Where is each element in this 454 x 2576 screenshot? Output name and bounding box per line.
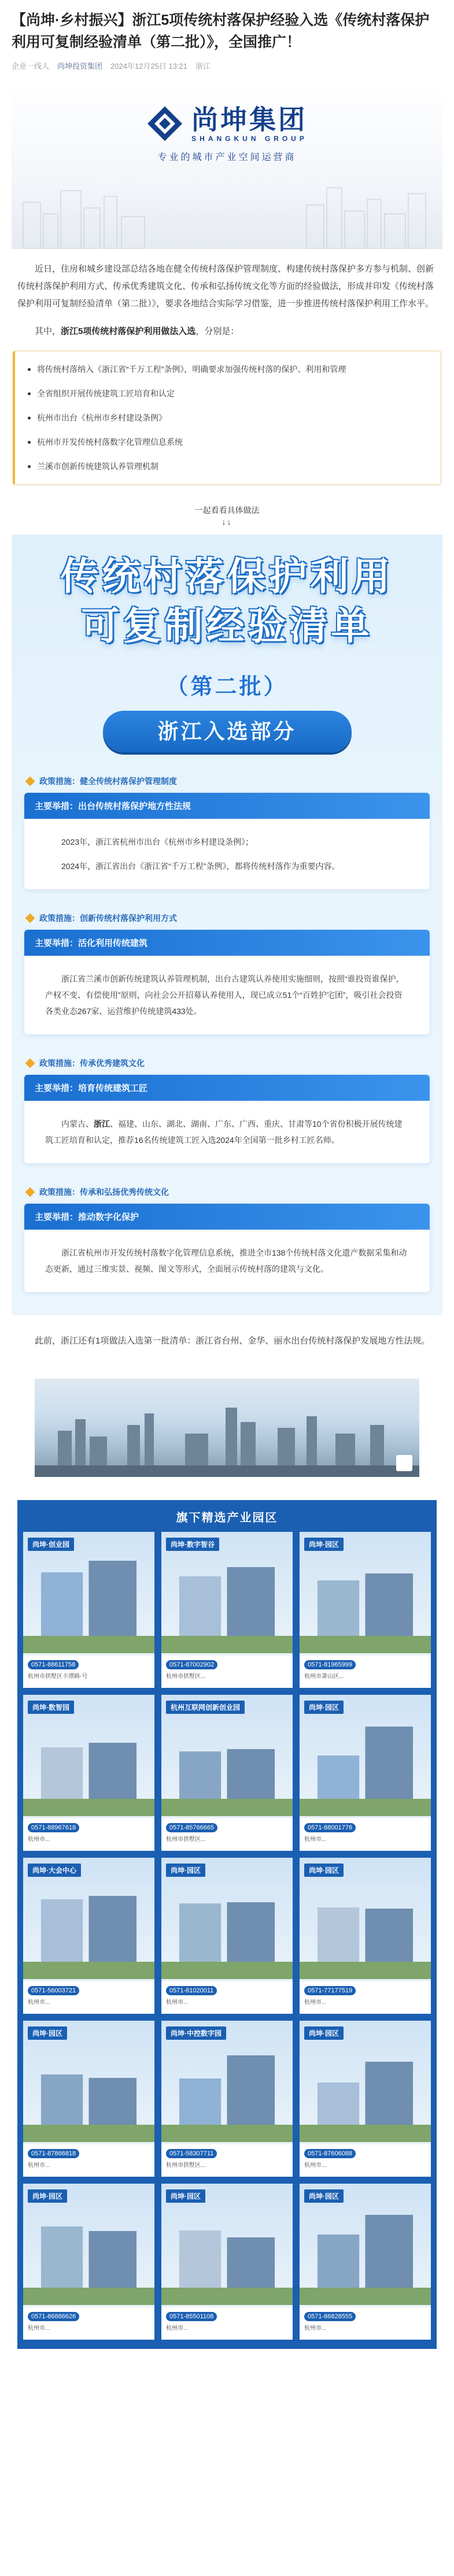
- brand-block: [12, 105, 442, 163]
- park-name: 尚坤·园区: [28, 2026, 67, 2040]
- park-info: [161, 1656, 293, 1688]
- park-card[interactable]: [161, 1532, 293, 1688]
- park-building-illustration: [23, 2044, 154, 2142]
- park-address: 杭州市...: [28, 2162, 50, 2169]
- card-paragraph: 浙江省杭州市开发传统村落数字化管理信息系统，推进全市138个传统村落文化遗产数据采集和动态更新，通过三维实景、视频、图文等形式，全面展示传统村落的建筑与文化。: [45, 1248, 407, 1274]
- brand-name-cn: 尚坤集团: [191, 104, 308, 135]
- park-building-illustration: [23, 1718, 154, 1816]
- park-address: 杭州市...: [304, 2162, 327, 2169]
- park-phone[interactable]: 0571-86828555: [304, 2312, 356, 2321]
- park-card[interactable]: [161, 1695, 293, 1851]
- park-card[interactable]: [300, 2021, 431, 2177]
- park-phone[interactable]: 0571-88611758: [28, 1660, 79, 1669]
- park-name: 尚坤·园区: [304, 2026, 344, 2040]
- measure-card-title: 主要举措：出台传统村落保护地方性法规: [24, 793, 430, 819]
- park-address: 杭州市拱墅区...: [166, 2162, 206, 2169]
- publish-date: 2024年12月25日 13:21: [110, 62, 188, 70]
- watermark-logo-icon: [396, 1455, 412, 1471]
- brand-slogan: 专业的城市产业空间运营商: [157, 151, 297, 162]
- park-name: 尚坤·园区: [304, 1864, 344, 1877]
- diamond-bullet-icon: [25, 1187, 35, 1197]
- park-address: 杭州市拱墅区...: [166, 1673, 206, 1680]
- measure-card-title: 主要举措：活化利用传统建筑: [24, 930, 430, 956]
- region-pill: 浙江入选部分: [103, 711, 352, 752]
- park-building-illustration: [23, 1881, 154, 1979]
- park-building-illustration: [300, 1881, 431, 1979]
- measure-card: [24, 930, 430, 1034]
- park-address: 杭州市拱墅区丰潭路-号: [28, 1673, 88, 1680]
- park-name: 尚坤·数字智谷: [166, 1538, 219, 1551]
- park-card[interactable]: [161, 2021, 293, 2177]
- brand-logo-row: [146, 105, 308, 143]
- policy-text: 政策措施：创新传统村落保护利用方式: [39, 914, 177, 923]
- park-card[interactable]: [23, 1695, 154, 1851]
- park-building-illustration: [161, 1881, 293, 1979]
- rich-bold: 浙江: [94, 1119, 110, 1129]
- measure-item: 将传统村落纳入《浙江省“千万工程”条例》，明确要求加强传统村落的保护、利用和管理: [28, 362, 428, 377]
- park-card[interactable]: [23, 1858, 154, 2014]
- poster-batch: [24, 669, 430, 700]
- policy-heading: [24, 1057, 430, 1069]
- park-card[interactable]: [300, 1695, 431, 1851]
- park-info: [161, 1818, 293, 1851]
- intro-p2-prefix: 其中，: [35, 326, 61, 336]
- measure-card: [24, 1075, 430, 1163]
- park-name: 尚坤·园区: [166, 1864, 205, 1877]
- park-card[interactable]: [161, 2184, 293, 2340]
- measure-card-body: [24, 1101, 430, 1163]
- parks-grid: [23, 1532, 431, 2340]
- park-phone[interactable]: 0571-87866818: [28, 2149, 79, 2158]
- park-name: 尚坤·数智园: [28, 1701, 74, 1714]
- park-name: 尚坤·园区: [28, 2189, 67, 2203]
- park-info: [300, 1818, 431, 1851]
- policy-heading: [24, 775, 430, 787]
- park-name: 尚坤·园区: [304, 1701, 344, 1714]
- rich-suffix: 、福建、山东、湖北、湖南、广东、广西、重庆、甘肃等10个省份积极开展传统建筑工匠培育和认定，推荐16名传统建筑工匠入选2024年全国第一批乡村工匠名师。: [45, 1119, 403, 1145]
- park-phone[interactable]: 0571-85766665: [166, 1823, 217, 1832]
- park-card[interactable]: [23, 1532, 154, 1688]
- intro-paragraph-2: [0, 323, 454, 340]
- intro-p2-bold: 浙江5项传统村落保护利用做法入选: [61, 326, 196, 336]
- park-info: [300, 2144, 431, 2177]
- measure-item: 杭州市出台《杭州市乡村建设条例》: [28, 410, 428, 425]
- card-paragraph: [45, 1116, 409, 1148]
- park-building-illustration: [161, 1718, 293, 1816]
- measure-card-body: [24, 1230, 430, 1292]
- policy-text: 政策措施：传承和弘扬优秀传统文化: [39, 1187, 169, 1197]
- park-phone[interactable]: 0571-86886626: [28, 2312, 79, 2321]
- publish-location: 浙江: [195, 62, 211, 70]
- down-arrows-icon: ↓↓: [222, 517, 232, 526]
- park-name: 尚坤·园区: [166, 2189, 205, 2203]
- measure-card-title: 主要举措：培育传统建筑工匠: [24, 1075, 430, 1101]
- park-info: [161, 2307, 293, 2340]
- park-info: [300, 2307, 431, 2340]
- park-address: 杭州市...: [166, 2325, 189, 2332]
- park-info: [161, 2144, 293, 2177]
- policy-heading: [24, 1186, 430, 1198]
- park-address: 杭州市...: [28, 2325, 50, 2332]
- park-info: [23, 1656, 154, 1688]
- park-card[interactable]: [300, 2184, 431, 2340]
- park-name: 尚坤·园区: [304, 1538, 344, 1551]
- park-card[interactable]: [300, 1858, 431, 2014]
- park-address: 杭州市...: [304, 1836, 327, 1843]
- policy-heading: [24, 912, 430, 924]
- park-address: 杭州市萧山区...: [304, 1673, 344, 1680]
- park-card[interactable]: [161, 1858, 293, 2014]
- park-phone[interactable]: 0571-88967618: [28, 1823, 79, 1832]
- policy-section-3: [24, 1057, 430, 1163]
- park-building-illustration: [161, 2207, 293, 2305]
- diamond-bullet-icon: [25, 914, 35, 923]
- article-title: 【尚坤·乡村振兴】浙江5项传统村落保护经验入选《传统村落保护利用可复制经验清单（第二批）》，全国推广！: [12, 12, 430, 50]
- park-info: [300, 1656, 431, 1688]
- account-name-link[interactable]: 尚坤投资集团: [57, 62, 103, 70]
- park-phone[interactable]: 0571-81965999: [304, 1660, 356, 1669]
- batch-label: （第二批）: [166, 675, 288, 699]
- park-building-illustration: [161, 1555, 293, 1653]
- measure-item: 全省组织开展传统建筑工匠培育和认定: [28, 386, 428, 401]
- measures-list: [13, 351, 441, 485]
- measure-item: 杭州市开发传统村落数字化管理信息系统: [28, 435, 428, 450]
- park-card[interactable]: [300, 1532, 431, 1688]
- banner-section: [0, 77, 454, 261]
- poster-title-line-2: 可复制经验清单: [81, 604, 373, 648]
- park-name: 杭州互联网创新创业园: [166, 1701, 245, 1714]
- park-building-illustration: [23, 2207, 154, 2305]
- park-info: [300, 1981, 431, 2014]
- experience-poster: [12, 534, 442, 1315]
- diamond-bullet-icon: [25, 777, 35, 786]
- closing-paragraph: 此前，浙江还有1项做法入选第一批清单：浙江省台州、金华、丽水出台传统村落保护发展地方性法规。: [35, 1336, 430, 1346]
- park-address: 杭州市...: [304, 2325, 327, 2332]
- park-building-illustration: [300, 1555, 431, 1653]
- intro-paragraph-1: 近日，住房和城乡建设部总结各地在健全传统村落保护管理制度、构建传统村落保护多方参与机制、创新传统村落保护利用方式、传承优秀建筑文化、传承和弘扬传统文化等方面的经验做法，形成并印发《传统村落保护利用可复制经验清单（第二批）》，要求各地结合实际学习借鉴，进一步推进传统村落保护利用工作水平。: [17, 264, 434, 309]
- park-building-illustration: [23, 1555, 154, 1653]
- measure-card-body: [24, 956, 430, 1034]
- park-info: [23, 1818, 154, 1851]
- diamond-bullet-icon: [25, 1059, 35, 1068]
- measure-card: [24, 1204, 430, 1292]
- park-building-illustration: [300, 2044, 431, 2142]
- intro-p2-suffix: ，分别是：: [195, 326, 239, 336]
- brand-banner: [12, 81, 442, 249]
- measure-card-body: [24, 819, 430, 889]
- article-source: 企业一线人: [12, 62, 50, 70]
- park-phone[interactable]: 0571-87002902: [166, 1660, 217, 1669]
- look-caption: 一起看看具体做法: [194, 506, 260, 515]
- park-phone[interactable]: 0571-85501108: [166, 2312, 217, 2321]
- park-phone[interactable]: 0571-56003721: [28, 1986, 79, 1995]
- park-name: 尚坤·创业园: [28, 1538, 74, 1551]
- shangkun-logo-icon: [146, 105, 183, 142]
- park-card[interactable]: [23, 2184, 154, 2340]
- park-info: [161, 1981, 293, 2014]
- city-skyline-illustration: [12, 179, 442, 248]
- policy-text: 政策措施：传承优秀建筑文化: [39, 1059, 145, 1068]
- measure-item: 兰溪市创新传统建筑认养管理机制: [28, 459, 428, 474]
- policy-section-1: [24, 775, 430, 889]
- park-address: 杭州市...: [166, 1999, 189, 2006]
- park-info: [23, 1981, 154, 2014]
- article-meta: [0, 57, 454, 77]
- park-phone[interactable]: 0571-77177519: [304, 1986, 356, 1995]
- poster-title-line-1: 传统村落保护利用: [60, 554, 394, 599]
- park-building-illustration: [300, 2207, 431, 2305]
- park-building-illustration: [300, 1718, 431, 1816]
- skyline-photo-illustration: [35, 1379, 419, 1477]
- policy-section-4: [24, 1186, 430, 1292]
- measure-card-title: 主要举措：推动数字化保护: [24, 1204, 430, 1230]
- rich-prefix: 内蒙古、: [61, 1119, 94, 1129]
- park-info: [23, 2144, 154, 2177]
- city-photo-section: [0, 1367, 454, 1489]
- park-phone[interactable]: 0571-58307711: [166, 2149, 217, 2158]
- park-card[interactable]: [23, 2021, 154, 2177]
- park-address: 杭州市...: [28, 1836, 50, 1843]
- park-address: 杭州市拱墅区...: [166, 1836, 206, 1843]
- park-phone[interactable]: 0571-87606088: [304, 2149, 356, 2158]
- park-building-illustration: [161, 2044, 293, 2142]
- park-address: 杭州市...: [304, 1999, 327, 2006]
- parks-header: 旗下精选产业园区: [176, 1512, 278, 1524]
- card-paragraph: 2024年，浙江省出台《浙江省“千万工程”条例》，都将传统村落作为重要内容。: [61, 862, 340, 871]
- policy-text: 政策措施：健全传统村落保护管理制度: [39, 777, 177, 786]
- policy-section-2: [24, 912, 430, 1034]
- park-phone[interactable]: 0571-88001776: [304, 1823, 356, 1832]
- park-name: 尚坤·大会中心: [28, 1864, 81, 1877]
- park-address: 杭州市...: [28, 1999, 50, 2006]
- park-name: 尚坤·园区: [304, 2189, 344, 2203]
- card-paragraph: 浙江省兰溪市创新传统建筑认养管理机制，出台古建筑认养使用实施细则，按照“谁投资谁保护，产权不变、有偿使用”原则，向社会公开招募认养使用人，现已成立51个“百姓护宅团”，吸引社会投资各类业态267家、运营维护传统建筑433处。: [45, 974, 404, 1016]
- card-paragraph: 2023年，浙江省杭州市出台《杭州市乡村建设条例》；: [61, 837, 254, 847]
- measure-card: [24, 793, 430, 889]
- park-info: [23, 2307, 154, 2340]
- brand-name-en: SHANGKUN GROUP: [191, 135, 308, 143]
- park-phone[interactable]: 0571-81020011: [166, 1986, 217, 1995]
- park-name: 尚坤·中控数字园: [166, 2026, 226, 2040]
- parks-panel: [17, 1500, 437, 2349]
- city-photo: [35, 1379, 419, 1477]
